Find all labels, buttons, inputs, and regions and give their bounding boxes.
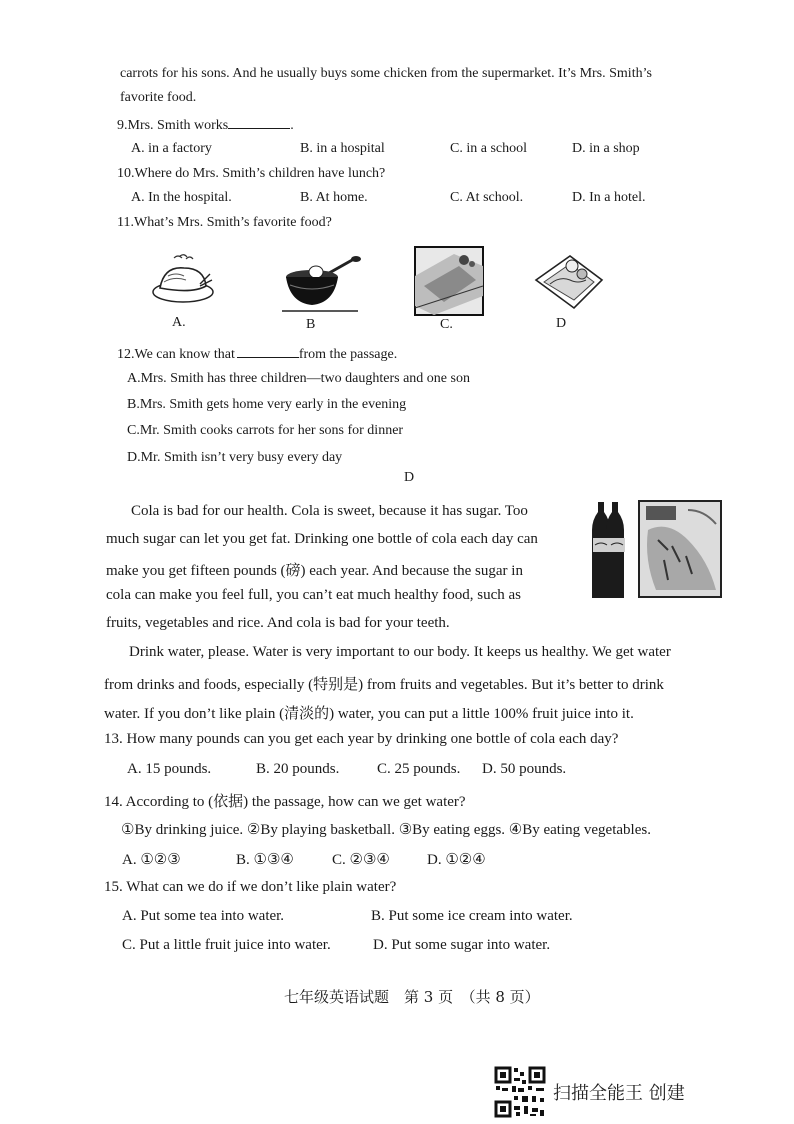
q11-option-a: A.	[172, 315, 186, 330]
roast-chicken-icon	[150, 254, 216, 310]
stem-text: 12.We can know that	[117, 347, 235, 362]
question-10-stem: 10.Where do Mrs. Smith’s children have lunch?	[117, 166, 386, 181]
q15-option-a: A. Put some tea into water.	[122, 908, 285, 924]
passage-line: Cola is bad for our health. Cola is sweet, because it has sugar. Too	[131, 503, 528, 519]
q9-option-a: A. in a factory	[131, 141, 212, 156]
section-letter: D	[404, 470, 415, 485]
q15-option-b: B. Put some ice cream into water.	[371, 908, 573, 924]
page-footer: 七年级英语试题 第 3 页 （共 8 页）	[284, 988, 540, 1006]
q12-option-b: B.Mrs. Smith gets home very early in the evening	[127, 397, 407, 412]
passage-line: water. If you don’t like plain (清淡的) water, you can put a little 100% fruit juice into it.	[104, 706, 634, 722]
passage-line: from drinks and foods, especially (特别是) from fruits and vegetables. But it’s better to drink	[104, 677, 664, 693]
qr-code-icon	[494, 1066, 546, 1118]
q15-option-c: C. Put a little fruit juice into water.	[122, 937, 331, 953]
q13-option-c: C. 25 pounds.	[377, 761, 461, 777]
passage-line: much sugar can let you get fat. Drinking one bottle of cola each day can	[106, 531, 538, 547]
cola-bottles-icon	[592, 500, 628, 602]
question-15-stem: 15. What can we do if we don’t like plain water?	[104, 879, 397, 895]
q14-option-b: B. ①③④	[236, 852, 294, 868]
sandwich-icon	[530, 250, 606, 312]
passage-line: cola can make you feel full, you can’t eat much healthy food, such as	[106, 587, 521, 603]
q14-option-a: A. ①②③	[122, 852, 181, 868]
q14-option-d: D. ①②④	[427, 852, 486, 868]
q10-option-c: C. At school.	[450, 190, 524, 205]
stem-text: from the passage.	[298, 347, 398, 362]
q11-option-b: B	[306, 317, 316, 332]
q14-option-c: C. ②③④	[332, 852, 390, 868]
stem-text: 9.Mrs. Smith works	[117, 118, 229, 133]
question-14-stem: 14. According to (依据) the passage, how can we get water?	[104, 794, 466, 810]
passage-line: fruits, vegetables and rice. And cola is bad for your teeth.	[106, 615, 450, 631]
passage-line: favorite food.	[120, 90, 197, 105]
q13-option-a: A. 15 pounds.	[127, 761, 212, 777]
passage-line: make you get fifteen pounds (磅) each year. And because the sugar in	[106, 563, 523, 579]
q12-option-a: A.Mrs. Smith has three children—two daughters and one son	[127, 371, 470, 386]
answer-blank	[228, 116, 290, 129]
q13-option-d: D. 50 pounds.	[482, 761, 567, 777]
q9-option-c: C. in a school	[450, 141, 527, 156]
q14-items: ①By drinking juice. ②By playing basketball. ③By eating eggs. ④By eating vegetables.	[121, 822, 651, 838]
q10-option-b: B. At home.	[300, 190, 368, 205]
q9-option-d: D. in a shop	[572, 141, 640, 156]
question-9-stem	[117, 116, 294, 134]
food-photo-icon	[414, 246, 484, 316]
q9-option-b: B. in a hospital	[300, 141, 385, 156]
passage-line: carrots for his sons. And he usually buys some chicken from the supermarket. It’s Mrs. Smith’s	[120, 66, 652, 81]
answer-blank	[237, 345, 299, 358]
q10-option-d: D. In a hotel.	[572, 190, 646, 205]
q13-option-b: B. 20 pounds.	[256, 761, 340, 777]
question-13-stem: 13. How many pounds can you get each year by drinking one bottle of cola each day?	[104, 731, 619, 747]
question-12-stem	[117, 345, 397, 363]
q12-option-c: C.Mr. Smith cooks carrots for her sons for dinner	[127, 423, 404, 438]
bowl-icon	[282, 255, 362, 315]
q10-option-a: A. In the hospital.	[131, 190, 232, 205]
q11-option-c: C.	[440, 317, 453, 332]
passage-line: Drink water, please. Water is very important to our body. It keeps us healthy. We get water	[129, 644, 671, 660]
scanner-watermark: 扫描全能王 创建	[553, 1083, 685, 1104]
stem-text: .	[290, 118, 294, 133]
q15-option-d: D. Put some sugar into water.	[373, 937, 551, 953]
q11-option-d: D	[556, 316, 567, 331]
q12-option-d: D.Mr. Smith isn’t very busy every day	[127, 450, 343, 465]
sugar-photo-icon	[638, 500, 722, 598]
question-11-stem: 11.What’s Mrs. Smith’s favorite food?	[117, 215, 332, 230]
